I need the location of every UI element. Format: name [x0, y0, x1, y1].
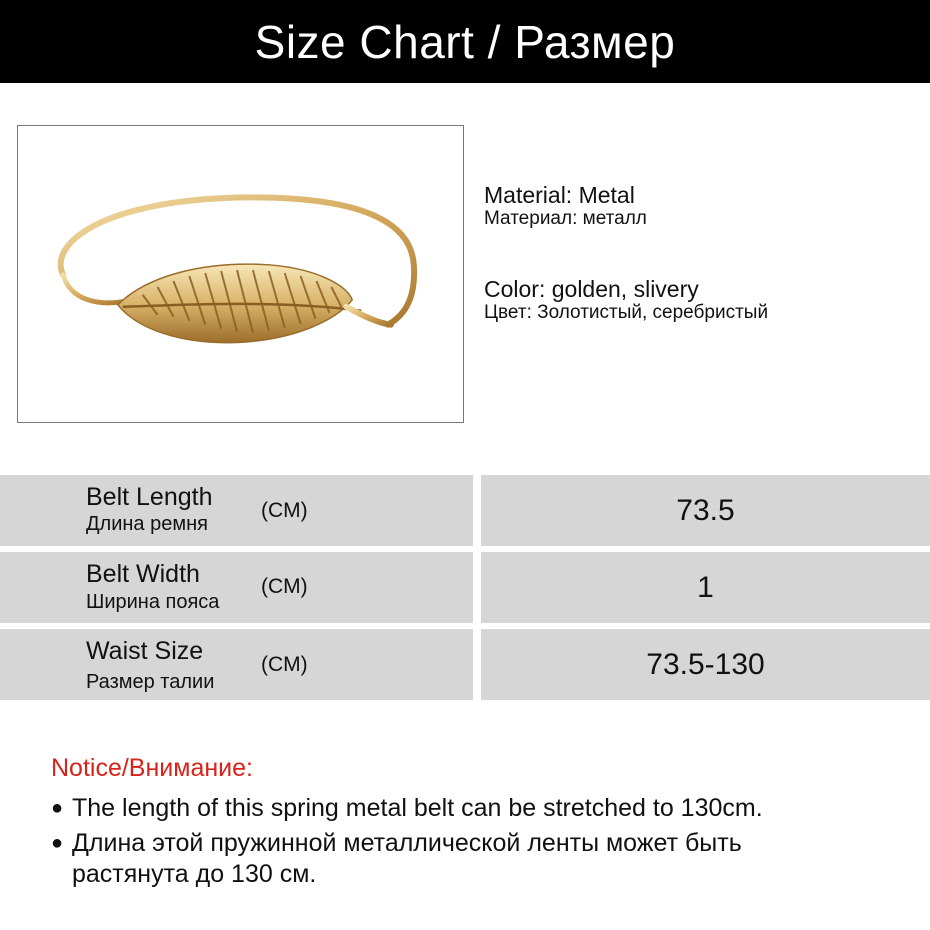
- bullet-dot-icon: ●: [51, 832, 64, 854]
- page-title: Size Chart / Размер: [254, 15, 676, 68]
- product-photo: [17, 125, 464, 423]
- row-value: 1: [697, 570, 714, 604]
- table-row: [0, 629, 930, 700]
- row-label-en: Waist Size: [86, 637, 204, 665]
- notice-text-ru-line-1: Длина этой пружинной металлической ленты может быть: [72, 829, 742, 857]
- bullet-dot-icon: ●: [51, 797, 64, 819]
- color-en: Color: golden, slivery: [484, 276, 699, 302]
- row-label-en: Belt Width: [86, 560, 200, 588]
- row-value: 73.5-130: [646, 647, 765, 681]
- material-en: Material: Metal: [484, 182, 635, 208]
- table-row: [0, 475, 930, 546]
- color-ru: Цвет: Золотистый, серебристый: [484, 302, 769, 323]
- row-value: 73.5: [676, 493, 735, 527]
- row-label-ru: Размер талии: [86, 671, 215, 693]
- row-label-ru: Ширина пояса: [86, 591, 220, 613]
- row-unit: (CM): [261, 499, 308, 522]
- row-label-en: Belt Length: [86, 483, 213, 511]
- row-unit: (CM): [261, 653, 308, 676]
- material-ru: Материал: металл: [484, 208, 647, 229]
- color-spec: [484, 276, 768, 324]
- row-label-cell: [0, 475, 473, 546]
- row-value-cell: [481, 629, 930, 700]
- leaf-belt-image: [18, 126, 463, 422]
- notice-text-en: The length of this spring metal belt can be stretched to 130cm.: [72, 794, 763, 822]
- row-label-cell: [0, 629, 473, 700]
- row-label-ru: Длина ремня: [86, 513, 208, 535]
- row-value-cell: [481, 552, 930, 623]
- notice-title: Notice/Внимание:: [51, 754, 253, 782]
- notice-text-ru-line-2: растянута до 130 см.: [72, 860, 317, 888]
- header-bar: [0, 0, 930, 83]
- table-row: [0, 552, 930, 623]
- material-spec: [484, 182, 647, 230]
- row-label-cell: [0, 552, 473, 623]
- row-unit: (CM): [261, 575, 308, 598]
- row-value-cell: [481, 475, 930, 546]
